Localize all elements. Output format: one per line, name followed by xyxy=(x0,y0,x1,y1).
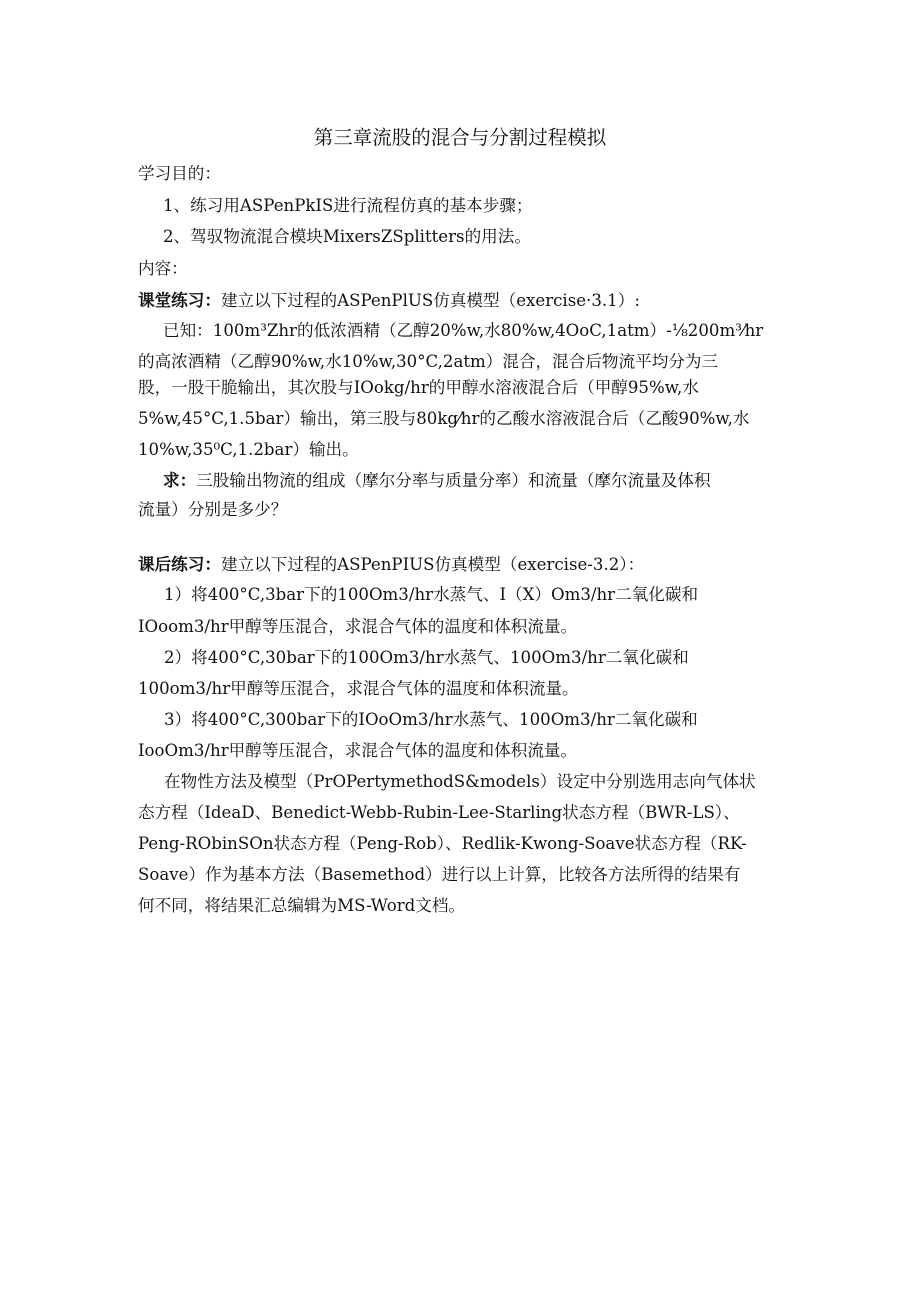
methods-line-2: 态方程（IdeaD、Benedict-Webb-Rubin-Lee-Starling状态方程（BWR-LS）、 xyxy=(138,803,740,822)
homework-item-1-line-2: IOoom3/hr甲醇等压混合，求混合气体的温度和体积流量。 xyxy=(138,617,578,636)
homework-item-3-line-1: 3）将400°C,300bar下的IOoOm3/hr水蒸气、100Om3/hr二氧化碳和 xyxy=(164,710,698,729)
objective-item-2: 2、驾驭物流混合模块MixersZSplitters的用法。 xyxy=(163,227,531,246)
homework-item-2-line-1: 2）将400°C,30bar下的100Om3/hr水蒸气、100Om3/hr二氧化碳和 xyxy=(164,648,689,667)
ask-line-2: 流量）分别是多少？ xyxy=(138,500,288,519)
homework-item-2-line-2: 100om3/hr甲醇等压混合，求混合气体的温度和体积流量。 xyxy=(138,679,579,698)
class-exercise-paragraph xyxy=(138,287,788,314)
known-line-5: 10%w,35⁰C,1.2bar）输出。 xyxy=(138,440,359,459)
homework-paragraph xyxy=(138,551,788,578)
known-line-4: 5%w,45°C,1.5bar）输出，第三股与80kg⁄hr的乙酸水溶液混合后（乙酸90%w,水 xyxy=(138,409,750,428)
methods-line-1: 在物性方法及模型（PrOPertymethodS&models）设定中分别选用志向气体状 xyxy=(164,772,756,791)
known-line-2: 的高浓酒精（乙醇90%w,水10%w,30°C,2atm）混合，混合后物流平均分为三 xyxy=(138,352,719,371)
homework-intro: 建立以下过程的ASPenPIUS仿真模型（exercise-3.2）： xyxy=(220,555,645,574)
objectives-heading: 学习目的： xyxy=(138,164,221,183)
methods-line-5: 何不同，将结果汇总编辑为MS-Word文档。 xyxy=(138,896,466,915)
objective-item-1: 1、练习用ASPenPkIS进行流程仿真的基本步骤； xyxy=(163,196,533,215)
methods-line-4: Soave）作为基本方法（Basemethod）进行以上计算，比较各方法所得的结果有 xyxy=(138,865,741,884)
ask-line-1: 三股输出物流的组成（摩尔分率与质量分率）和流量（摩尔流量及体积 xyxy=(196,471,711,490)
class-exercise-intro: 建立以下过程的ASPenPlUS仿真模型（exercise·3.1）: xyxy=(220,291,640,310)
homework-label: 课后练习： xyxy=(138,554,221,574)
page-title: 第三章流股的混合与分割过程模拟 xyxy=(313,126,607,149)
known-line-1: 已知：100m³Zhr的低浓酒精（乙醇20%w,水80%w,4OoC,1atm）-⅛200m³⁄hr xyxy=(163,321,764,340)
ask-paragraph xyxy=(163,467,788,494)
homework-item-3-line-2: IooOm3/hr甲醇等压混合，求混合气体的温度和体积流量。 xyxy=(138,741,578,760)
class-exercise-label: 课堂练习： xyxy=(138,290,221,310)
homework-item-1-line-1: 1）将400°C,3bar下的100Om3/hr水蒸气、I（X）Om3/hr二氧化碳和 xyxy=(164,585,699,604)
ask-label: 求： xyxy=(163,470,197,490)
methods-line-3: Peng-RObinSOn状态方程（Peng-Rob）、Redlik-Kwong-Soave状态方程（RK- xyxy=(138,834,747,853)
known-line-3: 股，一股干脆输出，其次股与IOokg/hr的甲醇水溶液混合后（甲醇95%w,水 xyxy=(138,378,699,397)
content-heading: 内容： xyxy=(138,259,188,278)
